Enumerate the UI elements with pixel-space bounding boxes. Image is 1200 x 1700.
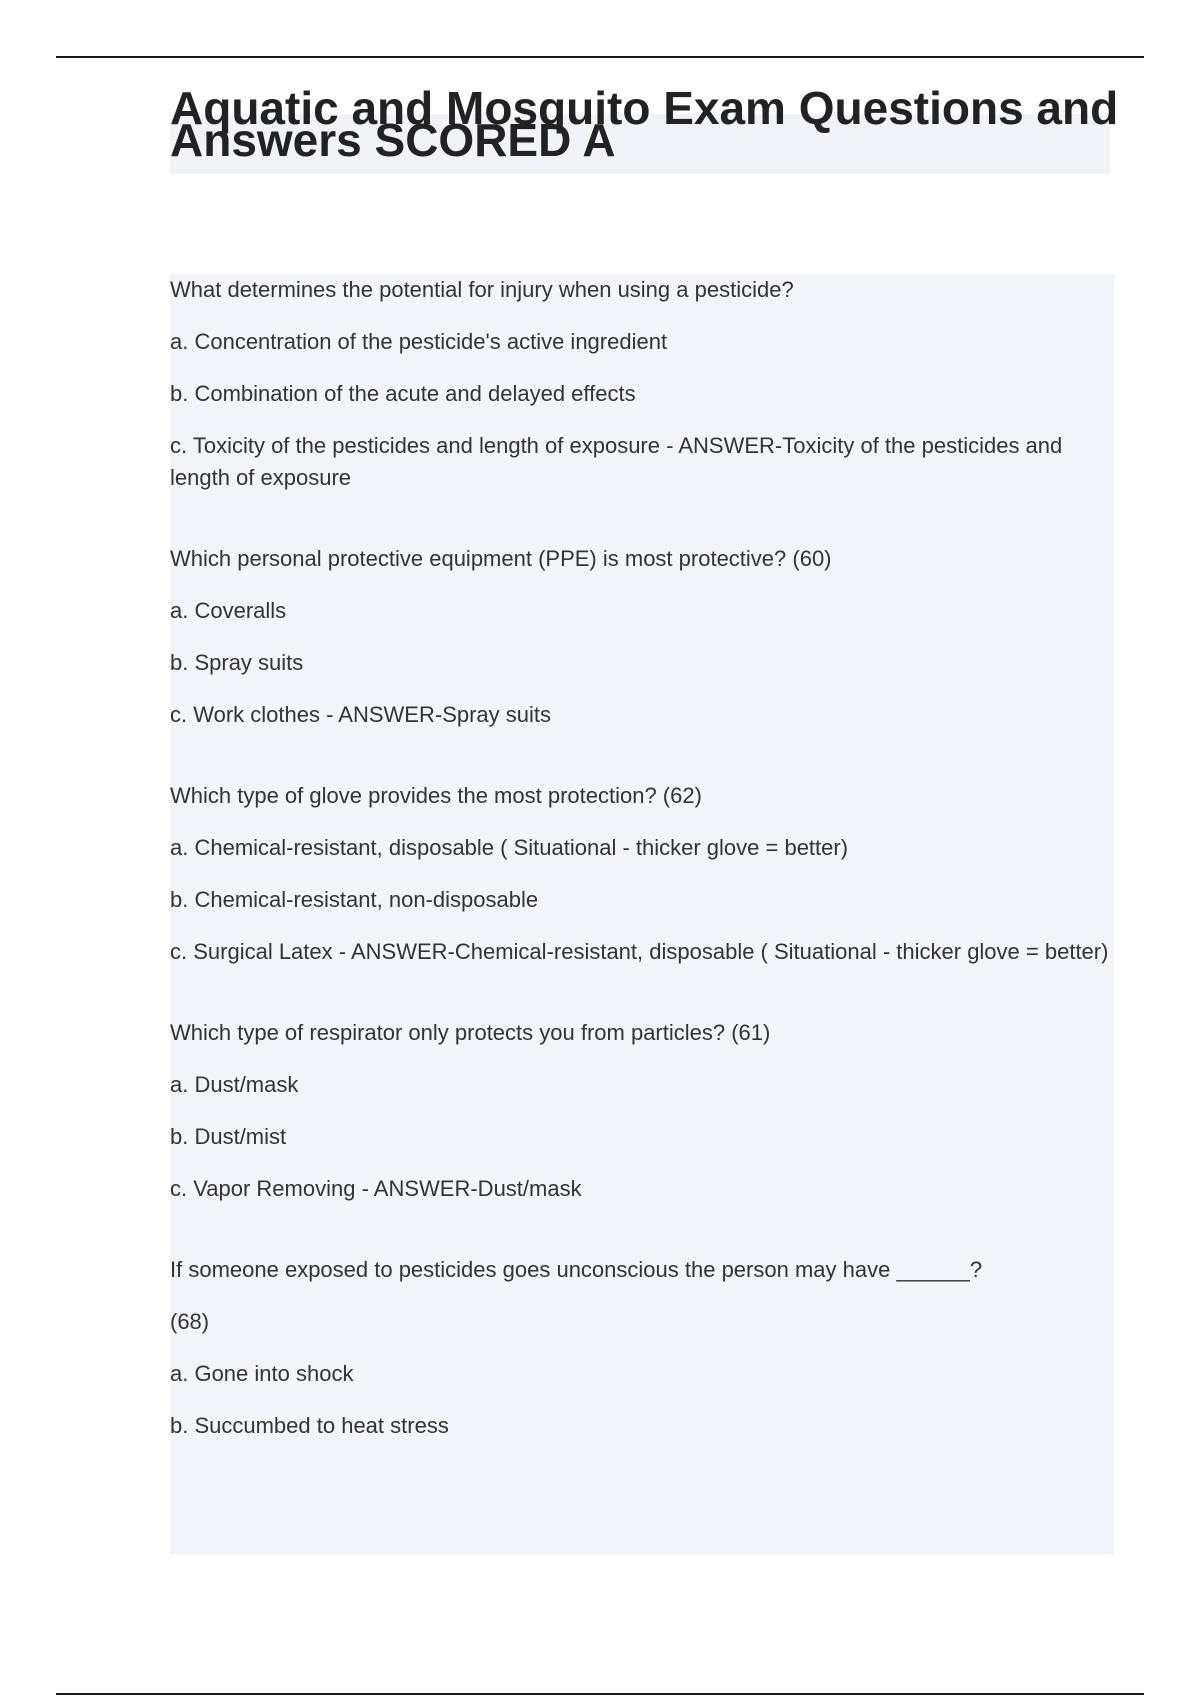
- answer-option: a. Gone into shock: [170, 1361, 354, 1386]
- bottom-rule: [56, 1693, 1144, 1695]
- answer-option: c. Surgical Latex - ANSWER-Chemical-resistant, disposable ( Situational - thicker glove = better): [170, 939, 1109, 964]
- question-reference: (68): [170, 1309, 210, 1334]
- document-title: Aquatic and Mosquito Exam Questions and Answers SCORED A: [170, 82, 1119, 166]
- answer-option: a. Dust/mask: [170, 1072, 299, 1097]
- question-block: [170, 543, 1114, 731]
- question-text: Which personal protective equipment (PPE) is most protective? (60): [170, 546, 832, 571]
- question-text: Which type of glove provides the most protection? (62): [170, 783, 702, 808]
- answer-option: b. Succumbed to heat stress: [170, 1413, 449, 1438]
- question-block: [170, 274, 1114, 494]
- question-text: What determines the potential for injury when using a pesticide?: [170, 277, 794, 302]
- question-area: [170, 274, 1114, 1554]
- top-rule: [56, 56, 1144, 58]
- question-text: Which type of respirator only protects you from particles? (61): [170, 1020, 771, 1045]
- answer-option: b. Combination of the acute and delayed effects: [170, 381, 636, 406]
- question-list: [170, 274, 1114, 1491]
- answer-option: c. Work clothes - ANSWER-Spray suits: [170, 702, 552, 727]
- answer-option: b. Spray suits: [170, 650, 304, 675]
- answer-option: a. Coveralls: [170, 598, 287, 623]
- answer-option: c. Vapor Removing - ANSWER-Dust/mask: [170, 1176, 582, 1201]
- answer-option: c. Toxicity of the pesticides and length of exposure - ANSWER-Toxicity of the pesticides and length of exposure: [170, 433, 1063, 490]
- question-block: [170, 1017, 1114, 1205]
- answer-option: b. Chemical-resistant, non-disposable: [170, 887, 539, 912]
- answer-option: a. Concentration of the pesticide's active ingredient: [170, 329, 668, 354]
- answer-option: b. Dust/mist: [170, 1124, 287, 1149]
- question-block: [170, 1254, 1114, 1442]
- question-block: [170, 780, 1114, 968]
- question-text: If someone exposed to pesticides goes unconscious the person may have ______?: [170, 1257, 983, 1282]
- answer-option: a. Chemical-resistant, disposable ( Situational - thicker glove = better): [170, 835, 849, 860]
